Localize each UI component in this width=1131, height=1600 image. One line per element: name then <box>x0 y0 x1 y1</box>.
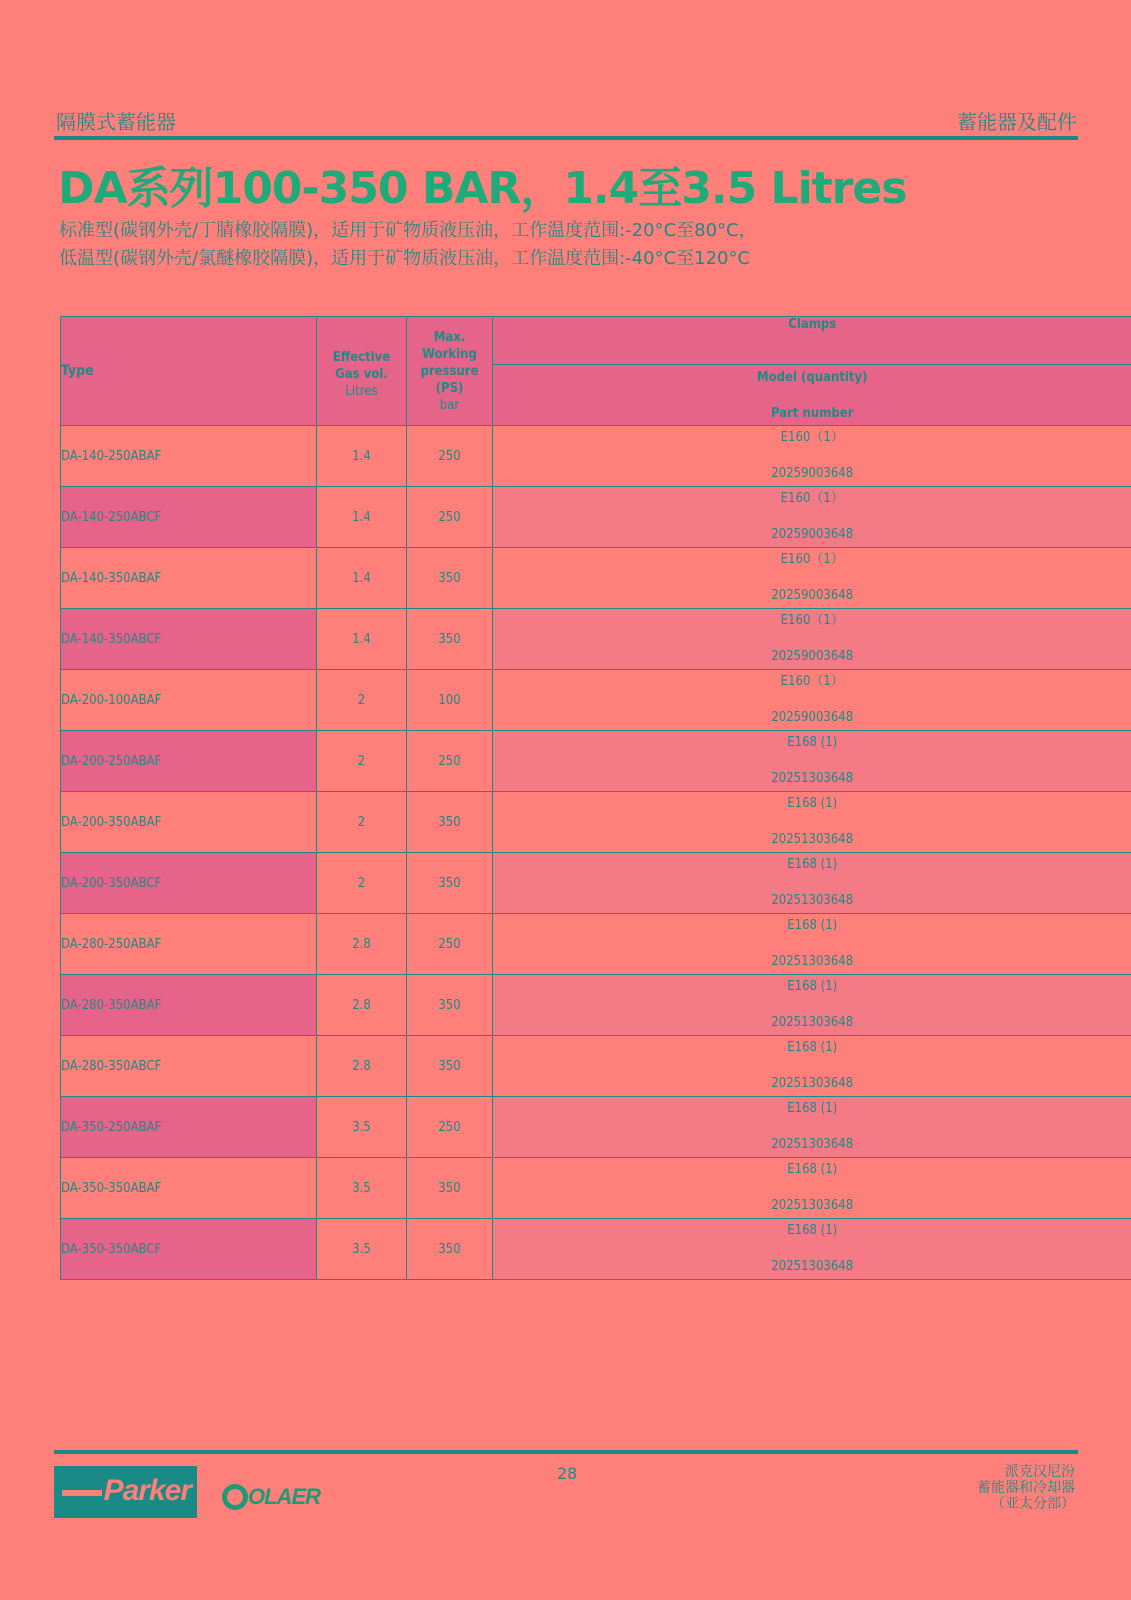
clamp-model: E168 (1) <box>787 796 838 811</box>
cell-clamp <box>493 1158 1131 1219</box>
cell-clamp <box>493 1219 1131 1280</box>
table-row <box>61 792 1131 853</box>
cell-type: DA-350-350ABAF <box>61 1158 317 1219</box>
clamp-part-number: 20251303648 <box>771 893 854 908</box>
table-row <box>61 487 1131 548</box>
gas-vol-label: Effective Gas vol. <box>332 349 391 382</box>
table-row <box>61 853 1131 914</box>
cell-clamp <box>493 975 1131 1036</box>
section-title: 隔膜式蓄能器 <box>56 110 176 134</box>
table-row <box>61 548 1131 609</box>
cell-gas-vol: 1.4 <box>317 426 407 487</box>
clamp-model: E160（1） <box>780 674 844 689</box>
clamp-part-number: 20251303648 <box>771 771 854 786</box>
cell-type: DA-200-350ABCF <box>61 853 317 914</box>
clamp-model: E160（1） <box>780 552 844 567</box>
pressure-unit: bar <box>439 397 460 413</box>
page-title: DA系列100-350 BAR，1.4至3.5 Litres <box>58 163 907 214</box>
table-row <box>61 1158 1131 1219</box>
cell-clamp <box>493 914 1131 975</box>
clamp-part-number: 20251303648 <box>771 1076 854 1091</box>
company-line: 派克汉尼汾 <box>1005 1464 1075 1480</box>
clamp-model: E168 (1) <box>787 1040 838 1055</box>
clamp-part-number: 20259003648 <box>771 527 854 542</box>
subtitle-standard: 标准型(碳钢外壳/丁腈橡胶隔膜)，适用于矿物质液压油，工作温度范围:-20°C至80°C， <box>59 220 757 241</box>
col-header-gas-vol <box>317 317 407 426</box>
cell-type: DA-350-250ABAF <box>61 1097 317 1158</box>
cell-pressure: 100 <box>407 670 493 731</box>
cell-clamp <box>493 792 1131 853</box>
clamp-model: E168 (1) <box>787 1162 838 1177</box>
table-row <box>61 914 1131 975</box>
cell-gas-vol: 3.5 <box>317 1158 407 1219</box>
cell-clamp <box>493 487 1131 548</box>
subtitle-low-temp: 低温型(碳钢外壳/氯醚橡胶隔膜)，适用于矿物质液压油，工作温度范围:-40°C至120°C <box>59 248 751 269</box>
part-number-label: Part number <box>771 406 854 421</box>
clamp-part-number: 20259003648 <box>771 588 854 603</box>
olaer-ring-icon <box>222 1484 248 1510</box>
cell-pressure: 350 <box>407 975 493 1036</box>
gas-vol-unit: Litres <box>345 383 378 399</box>
clamp-model: E168 (1) <box>787 1101 838 1116</box>
cell-type: DA-200-250ABAF <box>61 731 317 792</box>
cell-clamp <box>493 426 1131 487</box>
cell-gas-vol: 2.8 <box>317 975 407 1036</box>
company-info <box>977 1464 1075 1512</box>
cell-type: DA-200-100ABAF <box>61 670 317 731</box>
cell-pressure: 350 <box>407 609 493 670</box>
table-body <box>61 426 1131 1280</box>
cell-pressure: 250 <box>407 914 493 975</box>
clamp-model: E160（1） <box>780 613 844 628</box>
cell-pressure: 350 <box>407 1219 493 1280</box>
cell-type: DA-280-250ABAF <box>61 914 317 975</box>
clamp-part-number: 20251303648 <box>771 1198 854 1213</box>
cell-gas-vol: 1.4 <box>317 609 407 670</box>
cell-gas-vol: 2 <box>317 670 407 731</box>
cell-clamp <box>493 853 1131 914</box>
chapter-title: 蓄能器及配件 <box>957 110 1077 134</box>
footer-rule <box>54 1450 1078 1454</box>
parker-logo-text: Parker <box>103 1474 191 1507</box>
clamp-part-number: 20251303648 <box>771 954 854 969</box>
cell-gas-vol: 3.5 <box>317 1097 407 1158</box>
olaer-logo <box>222 1482 352 1518</box>
cell-type: DA-140-250ABAF <box>61 426 317 487</box>
company-line: （亚太分部） <box>991 1496 1075 1512</box>
cell-gas-vol: 2 <box>317 792 407 853</box>
cell-pressure: 250 <box>407 731 493 792</box>
cell-type: DA-350-350ABCF <box>61 1219 317 1280</box>
cell-type: DA-140-350ABAF <box>61 548 317 609</box>
table-row <box>61 1097 1131 1158</box>
col-header-clamps: Clamps <box>493 317 1131 365</box>
clamp-model: E168 (1) <box>787 1223 838 1238</box>
company-line: 蓄能器和冷却器 <box>977 1480 1075 1496</box>
cell-pressure: 350 <box>407 792 493 853</box>
table-row <box>61 670 1131 731</box>
clamp-part-number: 20251303648 <box>771 1015 854 1030</box>
cell-type: DA-140-250ABCF <box>61 487 317 548</box>
cell-gas-vol: 2.8 <box>317 1036 407 1097</box>
cell-clamp <box>493 1036 1131 1097</box>
clamp-model: E160（1） <box>780 430 844 445</box>
cell-pressure: 250 <box>407 1097 493 1158</box>
cell-gas-vol: 1.4 <box>317 548 407 609</box>
clamp-model: E168 (1) <box>787 918 838 933</box>
clamp-part-number: 20259003648 <box>771 649 854 664</box>
page-number: 28 <box>557 1464 578 1483</box>
spec-table <box>60 316 1131 1280</box>
cell-gas-vol: 3.5 <box>317 1219 407 1280</box>
clamp-part-number: 20259003648 <box>771 466 854 481</box>
cell-clamp <box>493 548 1131 609</box>
cell-pressure: 350 <box>407 548 493 609</box>
cell-clamp <box>493 670 1131 731</box>
cell-type: DA-280-350ABCF <box>61 1036 317 1097</box>
cell-pressure: 350 <box>407 1158 493 1219</box>
cell-gas-vol: 2 <box>317 853 407 914</box>
cell-gas-vol: 2 <box>317 731 407 792</box>
cell-pressure: 250 <box>407 426 493 487</box>
header-rule <box>54 136 1078 140</box>
cell-type: DA-200-350ABAF <box>61 792 317 853</box>
col-header-type: Type <box>61 317 317 426</box>
pressure-label: Max. Working pressure (PS) <box>420 329 479 396</box>
cell-clamp <box>493 731 1131 792</box>
table-row <box>61 426 1131 487</box>
cell-gas-vol: 1.4 <box>317 487 407 548</box>
clamp-model: E168 (1) <box>787 735 838 750</box>
col-header-pressure <box>407 317 493 426</box>
clamp-model: E160（1） <box>780 491 844 506</box>
clamp-model: E168 (1) <box>787 979 838 994</box>
parker-logo <box>54 1466 197 1518</box>
cell-gas-vol: 2.8 <box>317 914 407 975</box>
table-row <box>61 1036 1131 1097</box>
clamp-part-number: 20251303648 <box>771 1137 854 1152</box>
cell-pressure: 350 <box>407 853 493 914</box>
parker-logo-bar <box>62 1490 102 1496</box>
table-row <box>61 975 1131 1036</box>
cell-clamp <box>493 609 1131 670</box>
model-quantity-label: Model (quantity) <box>757 370 868 385</box>
table-row <box>61 731 1131 792</box>
table-row <box>61 609 1131 670</box>
cell-type: DA-140-350ABCF <box>61 609 317 670</box>
col-header-model-part <box>493 365 1131 426</box>
cell-pressure: 250 <box>407 487 493 548</box>
table-row <box>61 1219 1131 1280</box>
cell-pressure: 350 <box>407 1036 493 1097</box>
cell-type: DA-280-350ABAF <box>61 975 317 1036</box>
olaer-logo-text: OLAER <box>248 1484 320 1509</box>
cell-clamp <box>493 1097 1131 1158</box>
clamp-part-number: 20251303648 <box>771 1259 854 1274</box>
clamp-model: E168 (1) <box>787 857 838 872</box>
clamp-part-number: 20251303648 <box>771 832 854 847</box>
clamp-part-number: 20259003648 <box>771 710 854 725</box>
